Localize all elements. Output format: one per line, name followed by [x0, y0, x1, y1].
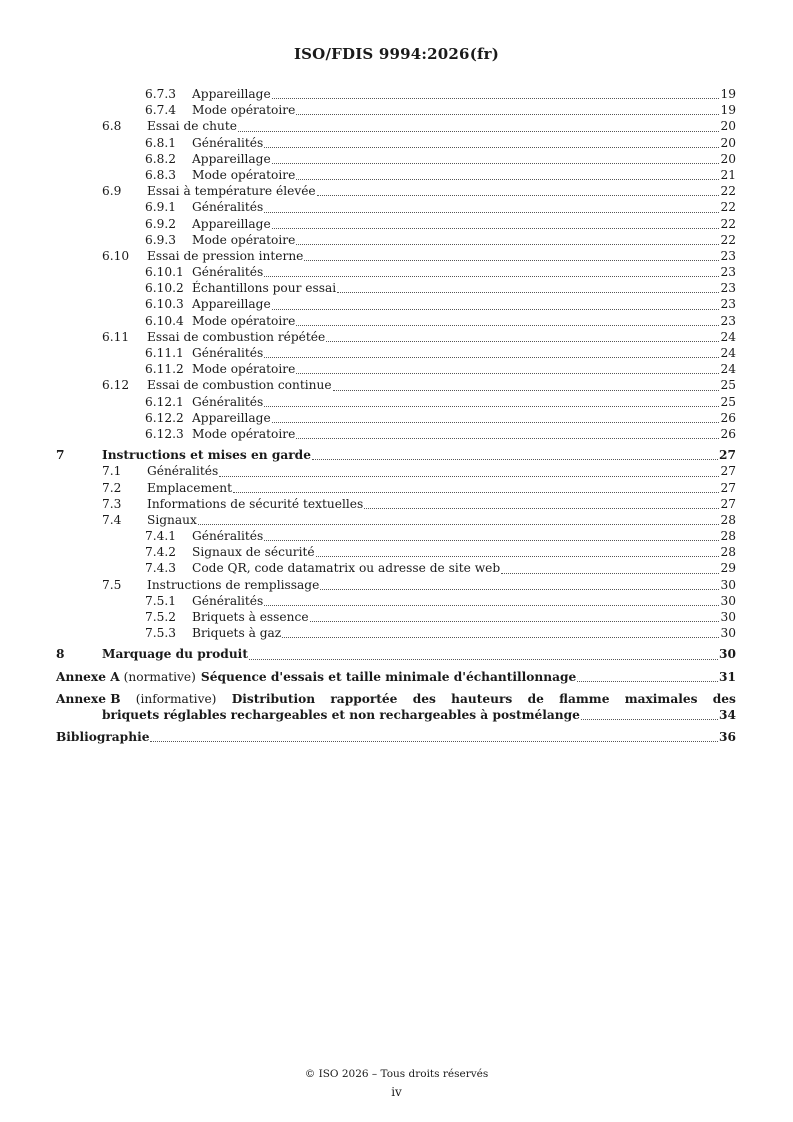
toc-leader-dots — [238, 131, 720, 132]
annex-b-word: flamme — [559, 691, 610, 706]
toc-entry[interactable] — [56, 426, 736, 442]
toc-entry-page: 20 — [720, 151, 736, 166]
toc-leader-dots — [316, 556, 720, 557]
toc-leader-dots — [272, 98, 720, 99]
page-number: iv — [391, 1085, 402, 1099]
toc-entry-title: Généralités — [192, 394, 264, 409]
toc-leader-dots — [337, 292, 719, 293]
toc-entry-number: 7.5 — [102, 577, 122, 592]
toc-leader-dots — [249, 659, 718, 660]
annex-a-type: (normative) — [123, 669, 196, 684]
toc-leader-dots — [296, 179, 719, 180]
toc-entry[interactable] — [56, 151, 736, 167]
toc-entry[interactable] — [56, 463, 736, 479]
toc-entry[interactable] — [56, 377, 736, 393]
annex-b-word: des — [412, 691, 436, 706]
toc-entry-title: Briquets à gaz — [192, 626, 282, 641]
toc-entry-page: 30 — [720, 593, 736, 608]
toc-leader-dots — [296, 114, 719, 115]
toc-entry-title: Appareillage — [192, 87, 271, 101]
annex-b-title-line2: briquets réglables rechargeables et non rechargeables à postmélange — [102, 707, 580, 722]
toc-entry-number: 7.1 — [102, 464, 122, 479]
toc-entry-title: Signaux de sécurité — [192, 545, 315, 560]
toc-leader-dots — [264, 276, 719, 277]
annex-b-page: 34 — [719, 707, 736, 722]
toc-entry-page: 28 — [720, 529, 736, 544]
toc-leader-dots — [272, 422, 720, 423]
toc-entry-page: 27 — [720, 496, 736, 511]
toc-leader-dots — [364, 508, 719, 509]
toc-entry-title: Mode opératoire — [192, 362, 296, 377]
toc-entry-title: Essai de combustion répétée — [147, 329, 326, 344]
toc-entry-page: 25 — [720, 378, 736, 393]
annex-b-line2 — [56, 707, 736, 723]
toc-entry-title: Informations de sécurité textuelles — [147, 496, 364, 511]
toc-entry-number: 7.4.2 — [145, 545, 177, 560]
toc-entry-bibliography[interactable] — [56, 729, 736, 745]
table-of-contents — [56, 86, 736, 745]
toc-entry-number: 8 — [56, 647, 65, 662]
toc-entry-title: Généralités — [192, 593, 264, 608]
toc-entry[interactable] — [56, 577, 736, 593]
toc-entry-page: 30 — [720, 577, 736, 592]
toc-leader-dots — [264, 540, 719, 541]
toc-entry-title: Briquets à essence — [192, 610, 309, 624]
toc-leader-dots — [320, 589, 719, 590]
toc-entry-number: 6.7.4 — [145, 103, 177, 118]
toc-entry[interactable] — [56, 248, 736, 264]
toc-leader-dots — [264, 605, 719, 606]
toc-entry-page: 22 — [720, 232, 736, 247]
toc-entry-number: 6.11.1 — [145, 346, 184, 360]
toc-entry-title: Mode opératoire — [192, 313, 296, 328]
annex-b-word: hauteurs — [451, 691, 513, 706]
toc-leader-dots — [296, 325, 719, 326]
toc-leader-dots — [272, 228, 720, 229]
toc-entry[interactable] — [56, 410, 736, 426]
toc-entry-title: Mode opératoire — [192, 232, 296, 247]
toc-entry-title: Mode opératoire — [192, 167, 296, 182]
toc-entry[interactable] — [56, 480, 736, 496]
toc-entry-number: 6.9 — [102, 184, 122, 199]
toc-entry-number: 6.10.3 — [145, 297, 184, 312]
toc-entry-number: 6.10.1 — [145, 265, 184, 280]
toc-entry[interactable] — [56, 361, 736, 377]
copyright-footer: © ISO 2026 – Tous droits réservés — [304, 1068, 489, 1080]
toc-entry-page: 23 — [720, 248, 736, 263]
toc-entry-number: 6.9.2 — [145, 216, 177, 231]
toc-entries — [56, 86, 736, 663]
toc-entry[interactable] — [56, 199, 736, 215]
toc-entry-title: Appareillage — [192, 151, 271, 166]
toc-entry[interactable] — [56, 345, 736, 361]
toc-entry-page: 24 — [720, 346, 736, 360]
toc-entry[interactable] — [56, 394, 736, 410]
toc-entry-number: 6.8.1 — [145, 135, 177, 150]
toc-entry[interactable] — [56, 560, 736, 576]
toc-entry[interactable] — [56, 544, 736, 560]
toc-leader-dots — [219, 476, 719, 477]
toc-leader-dots — [326, 341, 719, 342]
annex-b-word: rapportée — [330, 691, 398, 706]
toc-entry-number: 6.7.3 — [145, 87, 177, 101]
toc-entry-title: Mode opératoire — [192, 426, 296, 441]
toc-entry[interactable] — [56, 118, 736, 134]
toc-entry-number: 7.4.1 — [145, 529, 177, 544]
toc-entry-number: 6.8.2 — [145, 151, 177, 166]
toc-entry-page: 29 — [720, 561, 736, 576]
toc-leader-dots — [296, 438, 719, 439]
toc-entry-page: 27 — [719, 448, 736, 463]
toc-entry[interactable] — [56, 447, 736, 463]
bibliography-page: 36 — [719, 730, 736, 745]
toc-entry-page: 30 — [720, 626, 736, 641]
toc-leader-dots — [310, 621, 720, 622]
toc-entry-number: 7.5.1 — [145, 593, 177, 608]
toc-entry-title: Appareillage — [192, 216, 271, 231]
toc-entry-number: 6.8 — [102, 119, 122, 134]
toc-leader-dots — [304, 260, 719, 261]
toc-entry-number: 7 — [56, 448, 65, 463]
toc-entry-title: Généralités — [192, 346, 264, 360]
toc-entry-page: 23 — [720, 265, 736, 280]
toc-entry[interactable] — [56, 609, 736, 625]
toc-entry-title: Appareillage — [192, 297, 271, 312]
toc-entry[interactable] — [56, 329, 736, 345]
bibliography-title: Bibliographie — [56, 730, 150, 745]
toc-entry-number: 6.12.1 — [145, 394, 184, 409]
toc-entry[interactable] — [56, 496, 736, 512]
toc-entry-page: 25 — [720, 394, 736, 409]
toc-entry-title: Essai de chute — [147, 119, 237, 134]
toc-entry-page: 23 — [720, 281, 736, 296]
toc-entry[interactable] — [56, 216, 736, 232]
toc-entry[interactable] — [56, 135, 736, 151]
toc-entry-title: Instructions et mises en garde — [102, 448, 311, 463]
toc-entry-page: 24 — [720, 329, 736, 344]
toc-entry-number: 7.2 — [102, 480, 122, 495]
toc-entry-number: 7.3 — [102, 496, 122, 511]
toc-entry[interactable] — [56, 102, 736, 118]
annex-b-label: Annexe B — [56, 691, 121, 706]
toc-entry-number: 6.11.2 — [145, 362, 184, 377]
toc-entry-page: 26 — [720, 410, 736, 425]
toc-leader-dots — [312, 459, 718, 460]
toc-leader-dots — [198, 524, 720, 525]
toc-entry-page: 27 — [720, 480, 736, 495]
toc-entry-title: Instructions de remplissage — [147, 577, 320, 592]
annex-b-line1 — [56, 691, 736, 707]
toc-entry-number: 6.10.4 — [145, 313, 184, 328]
toc-entry-title: Généralités — [192, 529, 264, 544]
toc-entry-title: Signaux — [147, 512, 197, 527]
document-header: ISO/FDIS 9994:2026(fr) — [293, 45, 500, 63]
toc-leader-dots — [296, 373, 719, 374]
toc-entry-page: 30 — [719, 647, 736, 662]
toc-leader-dots — [333, 390, 720, 391]
toc-entry[interactable] — [56, 625, 736, 641]
toc-entry[interactable] — [56, 528, 736, 544]
toc-entry-title: Essai de combustion continue — [147, 378, 332, 393]
annex-b-word: de — [527, 691, 544, 706]
toc-leader-dots — [264, 406, 719, 407]
toc-entry-title: Appareillage — [192, 410, 271, 425]
toc-entry-number: 6.8.3 — [145, 167, 177, 182]
toc-entry-title: Mode opératoire — [192, 103, 296, 118]
toc-entry[interactable] — [56, 593, 736, 609]
toc-entry-number: 6.10 — [102, 248, 130, 263]
toc-entry-annex-a[interactable] — [56, 669, 736, 685]
toc-leader-dots — [581, 719, 718, 720]
annex-b-word: maximales — [624, 691, 698, 706]
toc-entry-page: 28 — [720, 512, 736, 527]
toc-entry[interactable] — [56, 86, 736, 102]
toc-leader-dots — [296, 244, 719, 245]
toc-entry-number: 7.5.3 — [145, 626, 177, 641]
toc-leader-dots — [577, 681, 718, 682]
toc-entry[interactable] — [56, 232, 736, 248]
toc-entry-page: 23 — [720, 313, 736, 328]
toc-entry-annex-b[interactable] — [56, 691, 736, 723]
toc-entry[interactable] — [56, 646, 736, 662]
toc-entry[interactable] — [56, 296, 736, 312]
toc-entry-number: 6.12 — [102, 378, 130, 393]
toc-leader-dots — [282, 637, 719, 638]
toc-leader-dots — [264, 357, 719, 358]
annex-b-word: Distribution — [231, 691, 316, 706]
toc-leader-dots — [150, 741, 718, 742]
toc-entry[interactable] — [56, 183, 736, 199]
toc-entry-title: Essai à température élevée — [147, 184, 316, 199]
toc-entry-page: 21 — [720, 167, 736, 182]
toc-entry-number: 6.11 — [102, 329, 130, 344]
annex-b-word: des — [712, 691, 736, 706]
toc-leader-dots — [272, 309, 720, 310]
toc-entry[interactable] — [56, 313, 736, 329]
toc-entry-page: 22 — [720, 184, 736, 199]
toc-entry-title: Généralités — [192, 200, 264, 215]
toc-entry[interactable] — [56, 512, 736, 528]
annex-b-type: (informative) — [135, 691, 217, 706]
toc-entry-page: 23 — [720, 297, 736, 312]
toc-entry-page: 26 — [720, 426, 736, 441]
toc-entry[interactable] — [56, 280, 736, 296]
toc-entry[interactable] — [56, 264, 736, 280]
toc-entry-page: 19 — [720, 103, 736, 118]
toc-entry-number: 6.10.2 — [145, 281, 184, 296]
toc-entry-page: 22 — [720, 200, 736, 215]
toc-leader-dots — [264, 147, 719, 148]
toc-entry-title: Emplacement — [147, 480, 232, 495]
toc-entry-number: 6.12.3 — [145, 426, 184, 441]
toc-entry-number: 6.9.1 — [145, 200, 177, 215]
toc-entry[interactable] — [56, 167, 736, 183]
annex-a-label: Annexe A — [56, 669, 120, 684]
toc-entry-title: Essai de pression interne — [147, 248, 304, 263]
annex-a-title: Séquence d'essais et taille minimale d'échantillonnage — [200, 669, 577, 684]
toc-leader-dots — [264, 212, 719, 213]
toc-leader-dots — [317, 195, 720, 196]
toc-entry-page: 19 — [720, 87, 736, 101]
toc-entry-number: 6.12.2 — [145, 410, 184, 425]
toc-entry-title: Généralités — [192, 135, 264, 150]
toc-entry-number: 7.4.3 — [145, 561, 177, 576]
toc-entry-page: 20 — [720, 119, 736, 134]
toc-entry-number: 6.9.3 — [145, 232, 177, 247]
toc-entry-title: Code QR, code datamatrix ou adresse de site web — [192, 561, 501, 576]
toc-entry-number: 7.5.2 — [145, 610, 177, 624]
toc-entry-page: 20 — [720, 135, 736, 150]
toc-leader-dots — [272, 163, 720, 164]
toc-leader-dots — [501, 573, 719, 574]
toc-entry-title: Échantillons pour essai — [192, 281, 337, 296]
toc-entry-number: 7.4 — [102, 512, 122, 527]
toc-entry-page: 30 — [720, 610, 736, 624]
toc-entry-title: Marquage du produit — [102, 647, 248, 662]
toc-entry-page: 27 — [720, 464, 736, 479]
annex-a-page: 31 — [719, 669, 736, 684]
toc-leader-dots — [233, 492, 720, 493]
toc-entry-page: 24 — [720, 362, 736, 377]
toc-entry-page: 22 — [720, 216, 736, 231]
toc-entry-title: Généralités — [192, 265, 264, 280]
toc-entry-page: 28 — [720, 545, 736, 560]
toc-entry-title: Généralités — [147, 464, 219, 479]
